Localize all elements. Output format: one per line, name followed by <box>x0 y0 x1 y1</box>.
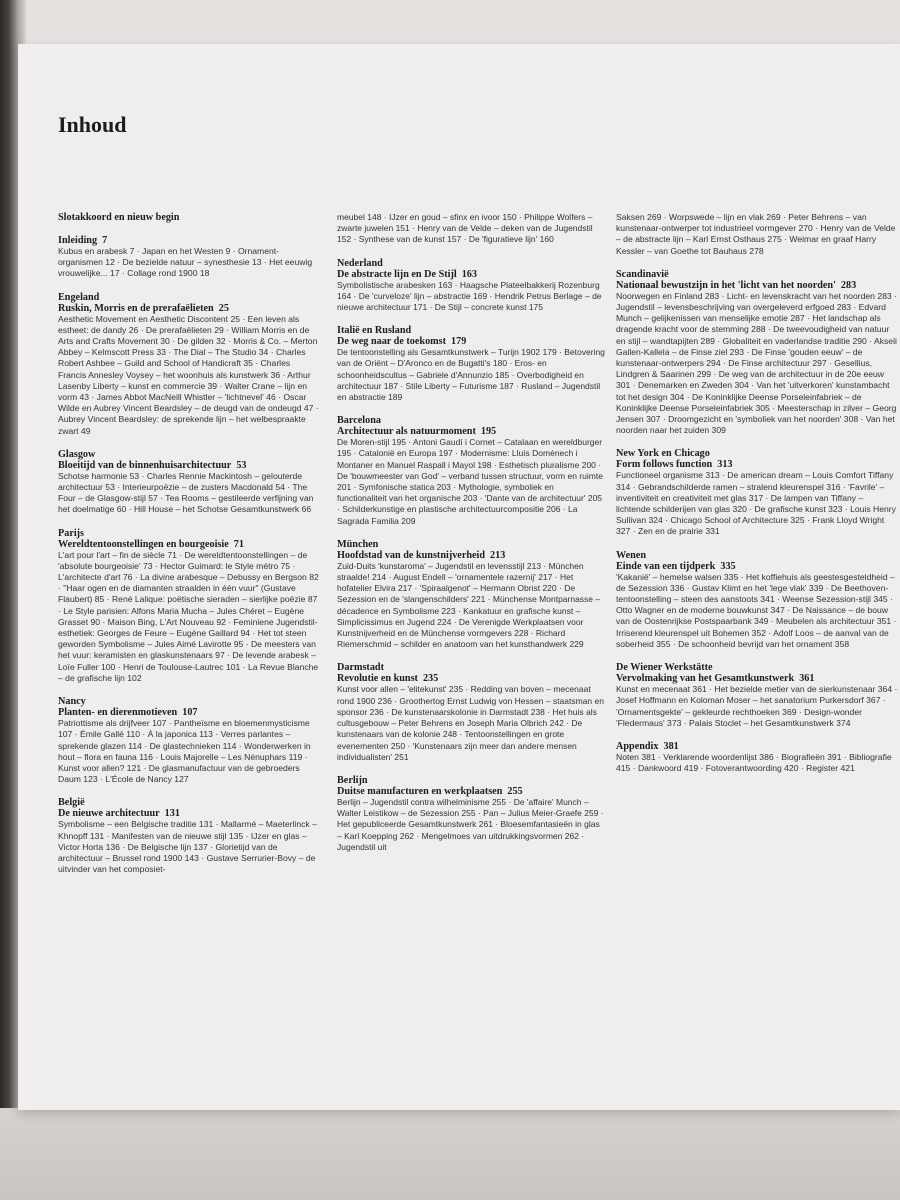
toc-region: Italië en Rusland <box>337 325 412 337</box>
toc-entries: Symbolistische arabesken 163 · Haagsche Plateelbakkerij Rozenburg 164 · De 'curveloze' lijn – abstractie 169 · Hendrik Petrus Berlage – de nieuwe architectuur 171 · De Stijl – concrete kunst 175 <box>337 279 602 313</box>
toc-entries: Berlijn – Jugendstil contra wilhelminisme 255 · De 'affaire' Munch – Walter Leistikow – de Sezession 255 · Pan – Julius Meier-Graefe 259 · Het gepubliceerde Gesamtkunstwerk 261 · Bloesemfantasieën in glas – Karl Koepping 262 · Mengelmoes van uitdrukkingsvormen 262 · Jugendstil uit <box>337 796 604 852</box>
page-title: Inhoud <box>58 112 127 137</box>
toc-section <box>616 662 898 729</box>
toc-chapter-title: Einde van een tijdperk <box>616 560 716 572</box>
toc-chapter-page: 335 <box>720 560 736 572</box>
toc-chapter-heading <box>58 808 320 819</box>
toc-chapter-heading <box>616 459 898 470</box>
toc-column-1 <box>58 212 320 887</box>
toc-section <box>58 212 320 223</box>
toc-chapter-title: Form follows function <box>616 459 713 471</box>
toc-entries: Saksen 269 · Worpswede – lijn en vlak 269 · Peter Behrens – van kunstenaar-ontwerper tot industrieel vormgever 270 · Henry van de Velde – de abstracte lijn – Karl Ernst Osthaus 275 · Weimar en graaf Harry Kessler – van Goethe tot Bauhaus 278 <box>616 212 896 256</box>
toc-chapter-title: Vervolmaking van het Gesamtkunstwerk <box>616 673 795 685</box>
toc-entries: Patriottisme als drijfveer 107 · Pantheïsme en bloemenmysticisme 107 · Émile Gallé 110 · À la japonica 113 · Verres parlantes – sprekende glazen 114 · De glastechnieken 114 · Wonderwerken in hout – flora en fauna 116 · Louis Majorelle – Les Nénuphars 119 · Kunst voor allen? 121 · De glasmanufactuur van de gebroeders Daum 123 · L'École de Nancy 127 <box>58 718 311 785</box>
toc-chapter-page: 53 <box>236 459 247 471</box>
toc-chapter-heading <box>337 269 605 280</box>
toc-entries: L'art pour l'art – fin de siècle 71 · De wereldtentoonstellingen – de 'absolute bourgeoisie' 73 · Hector Guimard: le Style métro 75 · L'architecte d'art 76 · La divine arabesque – Debussy en Bergson 82 · "Haar ogen en de diamanten straalden in één vuur" (Gustave Flaubert) 85 · René Lalique: poëtische sieraden – sierlijke poëzie 87 · Le Style parisien: Alfons Maria Mucha – Jules Chéret – Eugène Grasset 90 · Maison Bing, L'Art Nouveau 92 · Feminiene Jugendstil-esthetiek: Georges de Feure – Eugène Gaillard 94 · Het tot steen geworden Symbolisme – Jules Aimé Lavirotte 95 · De meesters van het vuur: keramisten en glaskunstenaars 97 · De levende arabesk – Loïe Fuller 100 · Henri de Toulouse-Lautrec 101 · La Revue Blanche – de grafische lijn 102 <box>58 549 319 683</box>
toc-chapter-title: Revolutie en kunst <box>337 673 418 685</box>
toc-chapter-heading <box>337 336 605 347</box>
table-surface <box>0 1108 900 1200</box>
toc-chapter-heading <box>337 550 605 561</box>
toc-section <box>337 212 605 246</box>
toc-chapter-page: 361 <box>799 673 815 685</box>
toc-entries: Noorwegen en Finland 283 · Licht- en levenskracht van het noorden 283 · Jugendstil – levensbeschrijving van overgeleverd erfgoed 283 · Edvard Munch – gelijkenissen van menselijke emotie 287 · Het landschap als dragende kracht voor de stemming 288 · De tweevoudigheid van natuur en stijl – wandtapijten 289 · Globaliteit en vaderlandse traditie 290 · Akseli Gallen-Kallela – de Finse ziel 293 · De Finse 'gouden eeuw' – de kunstenaar-ontwerpers 294 · De Finse architectuur 297 · Gesellius, Lindgren & Saarinen 299 · De weg van de architectuur in de 20e eeuw 301 · Denemarken en Zweden 304 · Van het 'uitverkoren' kunstambacht tot het design 304 · De Koninklijke Deense Porseleinfabriek – de Koninklijke Deense Porseleinfabriek 305 · Meesterschap in zilver – Georg Jensen 307 · Droomgezicht en 'symboliek van het noorden' 308 · Van het noorden naar het zuiden 309 <box>616 290 897 436</box>
toc-section <box>337 662 605 762</box>
toc-chapter-heading <box>58 460 320 471</box>
toc-chapter-page: 381 <box>663 740 679 752</box>
toc-entries: Schotse harmonie 53 · Charles Rennie Mackintosh – geloutеrde architectuur 53 · Interieurpoëzie – de zusters Macdonald 54 · The Four – de Glasgow-stijl 57 · Tea Rooms – gestileerde verfijning van het doelmatige 60 · Hill House – het Schotse Gesamtkunstwerk 66 <box>58 470 314 515</box>
toc-chapter-page: 131 <box>164 808 180 820</box>
toc-chapter-heading <box>58 539 320 550</box>
toc-entries: Kunst voor allen – 'elitekunst' 235 · Redding van boven – mecenaat rond 1900 236 · Groothertog Ernst Ludwig von Hessen – staatsman en sponsor 236 · De kunstenaarskolonie in Darmstadt 238 · Het huis als cultusgebouw – Peter Behrens en Joseph Maria Olbrich 242 · De kunstenaars van de kolonie 248 · Tentoonstellingen en grote evenementen 250 · 'Kunstenaars zijn meer dan andere mensen individualisten' 251 <box>337 684 604 762</box>
toc-chapter-title: Inleiding <box>58 235 98 246</box>
toc-region: Darmstadt <box>337 662 384 674</box>
toc-section <box>616 741 898 774</box>
toc-chapter-page: 163 <box>461 268 477 280</box>
toc-chapter-title: De abstracte lijn en De Stijl <box>337 268 457 280</box>
toc-chapter-page: 213 <box>490 549 506 561</box>
toc-region: De Wiener Werkstätte <box>616 662 713 674</box>
toc-chapter-title: De nieuwe architectuur <box>58 808 160 820</box>
toc-chapter-page: 235 <box>422 673 439 685</box>
toc-entries: De tentoonstelling als Gesamtkunstwerk – Turijn 1902 179 · Betovering van de Oriënt – D'Aronco en de Bugatti's 180 · Eros- en schoonheidscultus – Gabriele d'Annunzio 185 · Overbodigheid en architectuur 187 · Stile Liberty – Futurisme 187 · Rusland – Jugendstil en abstractie 189 <box>337 347 605 403</box>
toc-entries: De Moren-stijl 195 · Antoni Gaudí i Cornet – Catalaan en wereldburger 195 · Catalonië en Europa 197 · Modernisme: Lluís Domènech i Montaner en Manuel Raspall i Mayol 198 · Esthetisch pluralisme 200 · De 'bouwmeester van God' – verband tussen structuur, vorm en ruimte 201 · Symfonische statica 203 · Mythologie, symboliek en functionaliteit van het organische 203 · 'Dante van de architectuur' 205 · Schilderkunstige en plastische architectuurcompositie 206 · La Sagrada Familia 209 <box>337 437 603 526</box>
toc-chapter-heading <box>616 280 898 291</box>
toc-chapter-page: 25 <box>218 302 229 314</box>
toc-chapter-heading <box>58 303 320 314</box>
toc-chapter-page: 71 <box>233 538 244 550</box>
toc-chapter-heading <box>337 673 605 684</box>
toc-region: Wenen <box>616 549 646 561</box>
toc-chapter-heading <box>337 786 605 797</box>
toc-chapter-heading <box>337 426 605 437</box>
toc-entries: 'Kakanië' – hemelse walsen 335 · Het koffiehuis als geestesgesteldheid – de Sezession 336 · Gustav Klimt en het 'lege vlak' 339 · De Beethoven-tentoonstelling – steen des aanstoots 341 · Weense Sezession-stijl 345 · Otto Wagner en de moderne bouwkunst 347 · De Naissance – de bouw van de Oostenrijkse Postspaarbank 349 · Meubelen als architectuur 351 · Irriserend kleurenspel uit Bohemen 352 · Adolf Loos – de aanval van de soberheid 355 · De schoonheid bevrijd van het ornament 358 <box>616 571 897 649</box>
toc-chapter-heading <box>58 707 320 718</box>
toc-region: New York en Chicago <box>616 448 710 460</box>
toc-section <box>616 212 898 257</box>
toc-region: München <box>337 538 379 550</box>
toc-section <box>58 696 320 785</box>
toc-chapter-page: 7 <box>102 235 108 246</box>
toc-region: België <box>58 797 85 809</box>
toc-chapter-page: 107 <box>182 707 198 719</box>
toc-section <box>58 235 320 280</box>
toc-chapter-page: 283 <box>840 279 857 291</box>
toc-chapter-title: Nationaal bewustzijn in het 'licht van het noorden' <box>616 279 836 291</box>
toc-entries: meubel 148 · IJzer en goud – sfinx en ivoor 150 · Philippe Wolfers – zwarte juwelen 151 · Henry van de Velde – deken van de Jugendstil 152 · Synthese van de kunst 157 · De 'figuratieve lijn' 160 <box>337 212 593 245</box>
toc-entries: Noten 381 · Verklarende woordenlijst 386 · Biografieën 391 · Bibliografie 415 · Dankwoord 419 · Fotoverantwoording 420 · Register 421 <box>616 751 892 774</box>
toc-region: Scandinavië <box>616 268 669 280</box>
toc-chapter-title: Hoofdstad van de kunstnijverheid <box>337 549 486 561</box>
toc-chapter-heading <box>616 673 898 684</box>
toc-section <box>337 325 605 403</box>
toc-entries: Aesthetic Movement en Aesthetic Discontent 25 · Een leven als estheet: de dandy 26 · De prerafaëlieten 29 · William Morris en de Arts and Crafts Movement 30 · De gilden 32 · Morris & Co. – Merton Abbey – Kelmscott Press 33 · The Dial – The Studio 34 · Charles Robert Ashbee – Guild and School of Handicraft 35 · Charles Francis Annesley Voysey – het woonhuis als kunstwerk 36 · Arthur Lasenby Liberty – kunst en commercie 39 · Walter Crane – lijn en vorm 43 · James Abbot MacNeill Whistler – 'lichtnevel' 46 · Oscar Wilde en Aubrey Vincent Beardsley – de deugd van de ondeugd 47 · Aubrey Vincent Beardsley: de sprekende lijn – het welbespraakte zwart 49 <box>58 313 319 436</box>
toc-entries: Zuid-Duits 'kunstaroma' – Jugendstil en levensstijl 213 · München straalde! 214 · August Endell – 'ornamentele razernij' 217 · Het hofatelier Elvira 217 · 'Spiraalgenot' – Hermann Obrist 220 · De Sezession en de 'slangenschilders' 221 · Münchense Montparnasse – décadence en Symbolisme 223 · Kankatuur en grafische kunst – Simplicissimus en Jugend 224 · De Verenigde Werkplaatsen voor Kunstnijverheid en de Münchense vormgevers 228 · Richard Riemerschmid – schilder en anatoom van het kunsthandwerk 229 <box>337 560 601 650</box>
toc-chapter-title: Planten- en dierenmotieven <box>58 707 178 719</box>
toc-section <box>58 797 320 875</box>
toc-section <box>337 539 605 651</box>
toc-chapter-heading <box>616 561 898 572</box>
toc-region: Engeland <box>58 291 100 303</box>
toc-entries: Symbolisme – een Belgische traditie 131 · Mallarmé – Maeterlinck – Khnopff 131 · Manifesten van de nieuwe stijl 135 · IJzer en glas – Victor Horta 136 · De Belgische lijn 137 · Glorietijd van de architectuur – Brussel rond 1900 143 · Gustave Serrurier-Bovy – de uitvinder van het composiet- <box>58 819 317 875</box>
toc-entries: Kunst en mecenaat 361 · Het bezielde metier van de sierkunstenaar 364 · Josef Hoffmann en Koloman Moser – het sanatorium Purkersdorf 367 · 'Ornamentsgekte' – gekleurde rechthoeken 369 · Design-wonder 'Fledermaus' 373 · Palais Stoclet – het Gesamtkunstwerk 374 <box>616 684 898 728</box>
toc-section <box>616 448 898 537</box>
toc-chapter-title: Duitse manufacturen en werkplaatsen <box>337 785 503 797</box>
toc-chapter-page: 255 <box>507 785 523 797</box>
toc-chapter-title: Wereldtentoonstellingen en bourgeoisie <box>58 538 229 550</box>
toc-entries: Functioneel organisme 313 · De american dream – Louis Comfort Tiffany 314 · Gebrandschilderde ramen – stralend kleurenspel 316 · 'Favrile' – inventiviteit en creativiteit met glas 317 · De lampen van Tiffany – lichtende schilderijen van glas 320 · De grafische kunst 323 · Louis Henry Sullivan 324 · Chicago School of Architecture 325 · Frank Lloyd Wright 327 · Zen en de prairie 331 <box>616 470 896 537</box>
toc-region: Glasgow <box>58 448 96 460</box>
toc-column-3 <box>616 212 898 786</box>
toc-section <box>337 415 605 527</box>
toc-section <box>616 550 898 650</box>
toc-section <box>58 528 320 684</box>
toc-section <box>616 269 898 437</box>
toc-section <box>58 449 320 516</box>
toc-section <box>58 292 320 437</box>
toc-chapter-page: 313 <box>717 459 733 471</box>
toc-entries: Kubus en arabesk 7 · Japan en het Westen 9 · Ornament-organismen 12 · De bezielde natuur – synesthesie 13 · Het eeuwig vrouwelijke... 17 · Collage rond 1900 18 <box>58 246 313 279</box>
toc-chapter-title: Architectuur als natuurmoment <box>337 426 476 438</box>
toc-region: Nancy <box>58 696 86 708</box>
toc-chapter-heading <box>58 212 320 223</box>
toc-chapter-heading <box>58 235 320 246</box>
toc-column-2 <box>337 212 605 865</box>
toc-chapter-title: Ruskin, Morris en de prerafaëlieten <box>58 302 214 314</box>
toc-chapter-title: Slotakkoord en nieuw begin <box>58 212 180 223</box>
toc-region: Barcelona <box>337 415 381 427</box>
toc-chapter-page: 179 <box>451 336 467 348</box>
toc-chapter-title: Appendix <box>616 740 659 752</box>
toc-section <box>337 775 605 853</box>
toc-chapter-title: Bloeitijd van de binnenhuisarchitectuur <box>58 459 232 471</box>
toc-region: Nederland <box>337 257 383 269</box>
toc-chapter-heading <box>616 741 898 752</box>
toc-section <box>337 258 605 314</box>
toc-region: Berlijn <box>337 774 368 786</box>
toc-chapter-page: 195 <box>480 426 497 438</box>
toc-chapter-title: De weg naar de toekomst <box>337 336 447 348</box>
toc-region: Parijs <box>58 527 85 539</box>
